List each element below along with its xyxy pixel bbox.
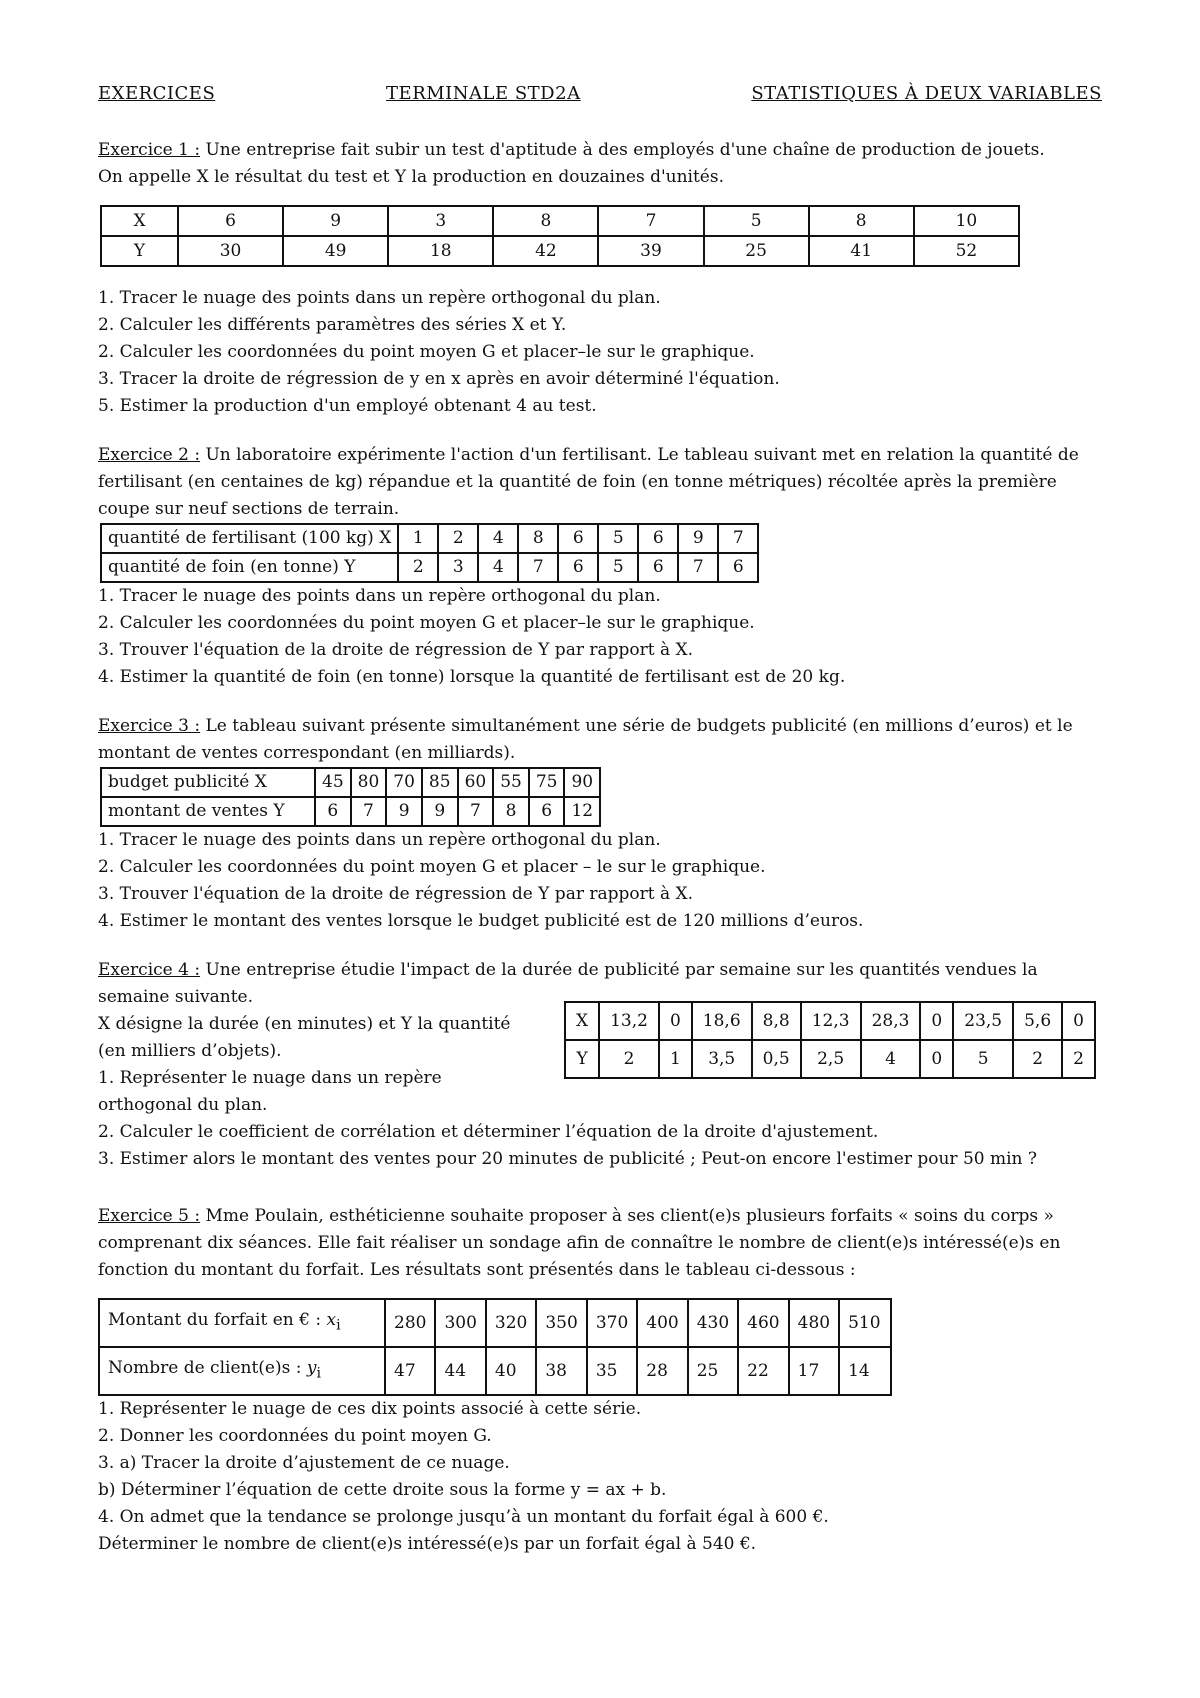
exercise-3-title: Exercice 3 : (98, 716, 201, 736)
table-row: quantité de foin (en tonne) Y 2 3 4 7 6 5 6 7 6 (101, 553, 758, 582)
table-row: Y 2 1 3,5 0,5 2,5 4 0 5 2 2 (565, 1040, 1095, 1078)
exercise-4-desc: X désigne la durée (en minutes) et Y la quantité (en milliers d’objets). (98, 1014, 511, 1061)
question: 5. Estimer la production d'un employé obtenant 4 au test. (98, 396, 597, 416)
question: 2. Calculer les coordonnées du point moyen G et placer–le sur le graphique. (98, 342, 755, 362)
exercise-2-table (100, 523, 759, 583)
question: 4. Estimer la quantité de foin (en tonne) lorsque la quantité de fertilisant est de 20 kg. (98, 667, 846, 687)
header-right: STATISTIQUES À DEUX VARIABLES (751, 83, 1102, 104)
exercise-3 (98, 713, 1102, 935)
question: 2. Calculer les coordonnées du point moyen G et placer–le sur le graphique. (98, 613, 755, 633)
table-row: X 6 9 3 8 7 5 8 10 (101, 206, 1019, 236)
question: 2. Calculer le coefficient de corrélation et déterminer l’équation de la droite d'ajustement. (98, 1122, 879, 1142)
worksheet-page (98, 80, 1102, 1580)
table-row: Y 30 49 18 42 39 25 41 52 (101, 236, 1019, 266)
exercise-1-intro2: On appelle X le résultat du test et Y la production en douzaines d'unités. (98, 167, 724, 187)
question: 3. Trouver l'équation de la droite de régression de Y par rapport à X. (98, 640, 694, 660)
exercise-5 (98, 1203, 1102, 1558)
exercise-1-table (100, 205, 1020, 267)
exercise-2-intro: Exercice 2 : Un laboratoire expérimente l'action d'un fertilisant. Le tableau suivant met en relation la quantité de fertilisant (en centaines de kg) répandue et la quantité de foin (en tonne métriques) récoltée après la première coupe sur neuf sections de terrain. (98, 445, 1079, 519)
table-row: X 13,2 0 18,6 8,8 12,3 28,3 0 23,5 5,6 0 (565, 1002, 1095, 1040)
exercise-5-intro: Exercice 5 : Mme Poulain, esthéticienne souhaite proposer à ses client(e)s plusieurs forfaits « soins du corps » comprenant dix séances. Elle fait réaliser un sondage afin de connaître le nombre de client(e)s intéressé(e)s en fonction du montant du forfait. Les résultats sont présentés dans le tableau ci-dessous : (98, 1206, 1061, 1280)
header-left: EXERCICES (98, 83, 216, 104)
question: 1. Tracer le nuage des points dans un repère orthogonal du plan. (98, 586, 661, 606)
exercise-4-intro: Exercice 4 : Une entreprise étudie l'impact de la durée de publicité par semaine sur les quantités vendues la semaine suivante. (98, 960, 1038, 1007)
header-center: TERMINALE STD2A (386, 83, 581, 104)
exercise-5-title: Exercice 5 : (98, 1206, 201, 1226)
question: 2. Calculer les différents paramètres des séries X et Y. (98, 315, 567, 335)
page-header (98, 80, 1102, 107)
exercise-1-title: Exercice 1 : (98, 140, 201, 160)
table-row: Nombre de client(e)s : $y_i$ 47 44 40 38 35 28 25 22 17 14 (99, 1347, 891, 1395)
question: 2. Calculer les coordonnées du point moyen G et placer – le sur le graphique. (98, 857, 766, 877)
table-row: budget publicité X 45 80 70 85 60 55 75 90 (101, 768, 600, 797)
exercise-3-table (100, 767, 601, 827)
question: 4. On admet que la tendance se prolonge jusqu’à un montant du forfait égal à 600 €. (98, 1507, 829, 1527)
exercise-4-table (564, 1001, 1096, 1079)
question: Déterminer le nombre de client(e)s intéressé(e)s par un forfait égal à 540 €. (98, 1534, 757, 1554)
question: 2. Donner les coordonnées du point moyen G. (98, 1426, 492, 1446)
question: 1. Tracer le nuage des points dans un repère orthogonal du plan. (98, 830, 661, 850)
question: b) Déterminer l’équation de cette droite sous la forme y = ax + b. (98, 1480, 667, 1500)
exercise-2-title: Exercice 2 : (98, 445, 201, 465)
table-row: Montant du forfait en € : $x_i$ 280 300 320 350 370 400 430 460 480 510 (99, 1299, 891, 1347)
question: 3. a) Tracer la droite d’ajustement de ce nuage. (98, 1453, 510, 1473)
question: 4. Estimer le montant des ventes lorsque le budget publicité est de 120 millions d’euros. (98, 911, 864, 931)
exercise-2 (98, 442, 1102, 691)
table-row: quantité de fertilisant (100 kg) X 1 2 4 8 6 5 6 9 7 (101, 524, 758, 553)
question: 1. Représenter le nuage dans un repère orthogonal du plan. (98, 1068, 442, 1115)
exercise-1-intro: Exercice 1 : Une entreprise fait subir un test d'aptitude à des employés d'une chaîne de production de jouets. (98, 140, 1045, 160)
exercise-4-title: Exercice 4 : (98, 960, 201, 980)
exercise-1 (98, 137, 1102, 420)
question: 1. Représenter le nuage de ces dix points associé à cette série. (98, 1399, 642, 1419)
question: 3. Trouver l'équation de la droite de régression de Y par rapport à X. (98, 884, 694, 904)
question: 3. Estimer alors le montant des ventes pour 20 minutes de publicité ; Peut-on encore l'estimer pour 50 min ? (98, 1149, 1038, 1169)
exercise-4 (98, 957, 1102, 1173)
exercise-3-intro: Exercice 3 : Le tableau suivant présente simultanément une série de budgets publicité (en millions d’euros) et le montant de ventes correspondant (en milliards). (98, 716, 1073, 763)
question: 1. Tracer le nuage des points dans un repère orthogonal du plan. (98, 288, 661, 308)
exercise-5-table (98, 1298, 892, 1396)
table-row: montant de ventes Y 6 7 9 9 7 8 6 12 (101, 797, 600, 826)
question: 3. Tracer la droite de régression de y en x après en avoir déterminé l'équation. (98, 369, 780, 389)
